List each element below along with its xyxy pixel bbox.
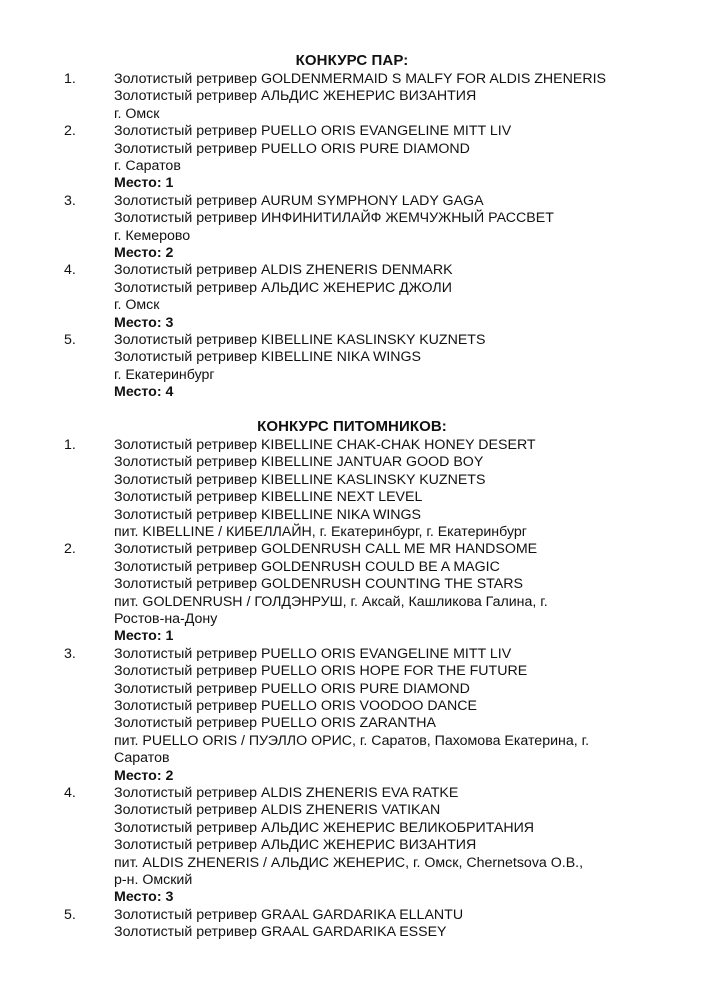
entry-number: 5. bbox=[64, 906, 76, 923]
entry-line: Золотистый ретривер KIBELLINE NEXT LEVEL bbox=[114, 489, 423, 506]
entry-line: Золотистый ретривер KIBELLINE KASLINSKY KUZNETS bbox=[114, 471, 486, 488]
entry-line: Золотистый ретривер ALDIS ZHENERIS DENMARK bbox=[114, 262, 453, 279]
entry-line: Золотистый ретривер GOLDENRUSH COULD BE A MAGIC bbox=[114, 558, 500, 575]
entry-place: Место: 2 bbox=[114, 245, 174, 261]
entry-line: Золотистый ретривер ALDIS ZHENERIS EVA RATKE bbox=[114, 785, 459, 801]
entry-line: пит. GOLDENRUSH / ГОЛДЭНРУШ, г. Аксай, Кашликова Галина, г. bbox=[114, 593, 548, 610]
entry-number: 4. bbox=[64, 785, 76, 801]
entry-place: Место: 3 bbox=[114, 314, 174, 331]
entry-place: Место: 4 bbox=[114, 384, 174, 401]
entry-number: 3. bbox=[64, 192, 76, 209]
entry-line: г. Омск bbox=[114, 105, 160, 122]
entry-line: г. Саратов bbox=[114, 158, 181, 174]
entry-line: Золотистый ретривер PUELLO ORIS PURE DIAMOND bbox=[114, 680, 470, 697]
entry-line: Золотистый ретривер PUELLO ORIS HOPE FOR THE FUTURE bbox=[114, 663, 528, 680]
entry-line: Золотистый ретривер PUELLO ORIS ZARANTHA bbox=[114, 715, 436, 732]
entry-line: Золотистый ретривер KIBELLINE JANTUAR GOOD BOY bbox=[114, 454, 484, 471]
entry-place: Место: 1 bbox=[114, 628, 174, 645]
entry-line: Золотистый ретривер ИНФИНИТИЛАЙФ ЖЕМЧУЖНЫЙ РАССВЕТ bbox=[114, 210, 554, 227]
entry-line: пит. PUELLO ORIS / ПУЭЛЛО ОРИС, г. Саратов, Пахомова Екатерина, г. bbox=[114, 732, 590, 749]
entry-number: 2. bbox=[64, 123, 76, 140]
entry-number: 4. bbox=[64, 262, 76, 279]
entry-line: пит. ALDIS ZHENERIS / АЛЬДИС ЖЕНЕРИС, г. Омск, Chernetsova О.В., bbox=[114, 854, 584, 871]
entry-line: г. Кемерово bbox=[114, 227, 191, 244]
entry-line: Золотистый ретривер GRAAL GARDARIKA ESSEY bbox=[114, 924, 447, 941]
entry-line: Золотистый ретривер PUELLO ORIS EVANGELINE MITT LIV bbox=[114, 645, 512, 662]
entry-number: 1. bbox=[64, 71, 76, 87]
entry-line: Золотистый ретривер GOLDENMERMAID S MALFY FOR ALDIS ZHENERIS bbox=[114, 71, 606, 87]
entry-place: Место: 2 bbox=[114, 767, 174, 784]
entry-line: Золотистый ретривер АЛЬДИС ЖЕНЕРИС ВЕЛИКОБРИТАНИЯ bbox=[114, 819, 535, 836]
entry-number: 3. bbox=[64, 645, 76, 662]
entry-line: Золотистый ретривер GRAAL GARDARIKA ELLANTU bbox=[114, 906, 464, 923]
entry-line: Золотистый ретривер KIBELLINE CHAK-CHAK HONEY DESERT bbox=[114, 437, 536, 453]
entry-line: Золотистый ретривер PUELLO ORIS PURE DIAMOND bbox=[114, 140, 470, 157]
entry-line: Золотистый ретривер АЛЬДИС ЖЕНЕРИС ВИЗАНТИЯ bbox=[114, 88, 477, 105]
entry-line: Ростов-на-Дону bbox=[114, 611, 218, 627]
entry-line: Золотистый ретривер АЛЬДИС ЖЕНЕРИС ВИЗАНТИЯ bbox=[114, 837, 477, 854]
entry-line: Золотистый ретривер KIBELLINE KASLINSKY KUZNETS bbox=[114, 332, 486, 348]
entry-number: 2. bbox=[64, 541, 76, 558]
entry-place: Место: 1 bbox=[114, 175, 174, 192]
entry-number: 5. bbox=[64, 332, 76, 348]
section-title: КОНКУРС ПИТОМНИКОВ: bbox=[257, 418, 447, 435]
entry-line: Саратов bbox=[114, 750, 170, 767]
entry-line: Золотистый ретривер KIBELLINE NIKA WINGS bbox=[114, 349, 422, 366]
entry-line: Золотистый ретривер KIBELLINE NIKA WINGS bbox=[114, 506, 422, 523]
entry-line: Золотистый ретривер GOLDENRUSH COUNTING THE STARS bbox=[114, 576, 523, 593]
entry-line: Золотистый ретривер АЛЬДИС ЖЕНЕРИС ДЖОЛИ bbox=[114, 279, 452, 296]
entry-line: р-н. Омский bbox=[114, 872, 193, 888]
entry-line: пит. KIBELLINE / КИБЕЛЛАЙН, г. Екатеринбург, г. Екатеринбург bbox=[114, 524, 527, 540]
entry-line: г. Омск bbox=[114, 297, 160, 314]
entry-line: Золотистый ретривер ALDIS ZHENERIS VATIKAN bbox=[114, 802, 441, 819]
entry-place: Место: 3 bbox=[114, 889, 174, 906]
entry-line: Золотистый ретривер AURUM SYMPHONY LADY GAGA bbox=[114, 192, 484, 209]
section-title: КОНКУРС ПАР: bbox=[295, 52, 409, 69]
entry-line: Золотистый ретривер GOLDENRUSH CALL ME MR HANDSOME bbox=[114, 541, 538, 558]
entry-line: Золотистый ретривер PUELLO ORIS EVANGELINE MITT LIV bbox=[114, 123, 512, 140]
entry-line: Золотистый ретривер PUELLO ORIS VOODOO DANCE bbox=[114, 698, 477, 714]
entry-line: г. Екатеринбург bbox=[114, 366, 215, 383]
entry-number: 1. bbox=[64, 437, 76, 453]
